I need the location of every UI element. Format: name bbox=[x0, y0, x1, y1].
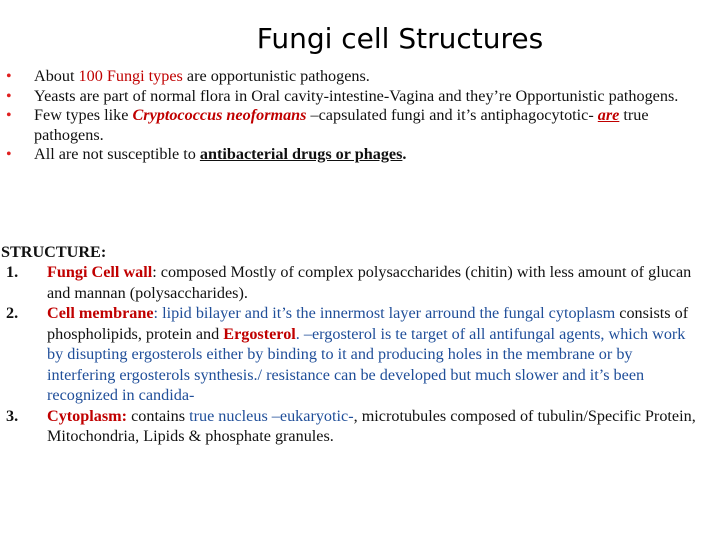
bullet-dot: • bbox=[6, 87, 12, 105]
item-number: 1. bbox=[6, 263, 19, 281]
bullet-list bbox=[0, 67, 720, 165]
item-number: 3. bbox=[6, 406, 19, 425]
bullet-text-segment: –capsulated fungi and it’s antiphagocytotic- bbox=[306, 106, 598, 124]
bullet-dot: • bbox=[6, 146, 12, 163]
bullet-text-segment: About bbox=[34, 67, 79, 85]
item-text-segment: Ergosterol bbox=[223, 324, 296, 343]
structure-item bbox=[0, 406, 720, 447]
bullet-text-segment: Few types like bbox=[34, 106, 133, 124]
item-text-segment: : composed Mostly of complex polysaccharides (chitin) with less amount of glucan and mannan (polysaccharides). bbox=[47, 263, 692, 302]
bullet-item bbox=[0, 67, 720, 87]
slide-title: Fungi cell Structures bbox=[256, 22, 544, 55]
item-text-segment: Cell membrane bbox=[47, 304, 154, 322]
bullet-text-segment: 100 Fungi types bbox=[78, 67, 183, 85]
structure-section bbox=[0, 242, 720, 447]
item-text-segment: Cytoplasm: bbox=[47, 406, 128, 425]
structure-item bbox=[0, 303, 720, 406]
bullet-dot: • bbox=[6, 68, 12, 85]
item-text-segment: , microtubules composed of tubulin/Specific Protein, Mitochondria, Lipids & phosphate granules. bbox=[47, 406, 696, 445]
bullet-text-segment: are bbox=[597, 106, 620, 124]
bullet-text-segment: All are not susceptible to bbox=[34, 145, 200, 163]
bullet-text-segment: . bbox=[402, 145, 407, 163]
item-text-segment: consists of phospholipids, protein and bbox=[47, 304, 689, 343]
structure-heading: STRUCTURE: bbox=[1, 243, 107, 261]
item-text-segment: . –ergosterol is te target of all antifungal agents, which work by disupting ergosterols either by binding to it and producing holes in the membrane or by interfering ergosterols synthesis./ resistance can be developed but much slower and it’s been recognized in candida- bbox=[47, 324, 686, 404]
bullet-item bbox=[0, 145, 720, 165]
item-text-segment: true nucleus –eukaryotic- bbox=[189, 406, 354, 425]
bullet-text-segment: Cryptococcus neoformans bbox=[132, 106, 307, 124]
structure-item bbox=[0, 262, 720, 303]
item-text-segment: contains bbox=[127, 406, 190, 425]
item-text-segment: : lipid bilayer and it’s the innermost layer arround the fungal cytoplasm bbox=[153, 304, 616, 322]
bullet-text-segment: are opportunistic pathogens. bbox=[182, 67, 370, 85]
bullet-text-segment: Yeasts are part of normal flora in Oral cavity-intestine-Vagina and they’re Opportunistic pathogens. bbox=[34, 86, 679, 105]
bullet-dot: • bbox=[6, 107, 12, 124]
item-text-segment: Fungi Cell wall bbox=[47, 263, 153, 281]
bullet-text-segment: antibacterial drugs or phages bbox=[199, 145, 403, 163]
bullet-text-segment: true pathogens. bbox=[34, 106, 649, 144]
bullet-item bbox=[0, 87, 720, 107]
item-number: 2. bbox=[6, 304, 19, 322]
bullet-item bbox=[0, 106, 720, 145]
